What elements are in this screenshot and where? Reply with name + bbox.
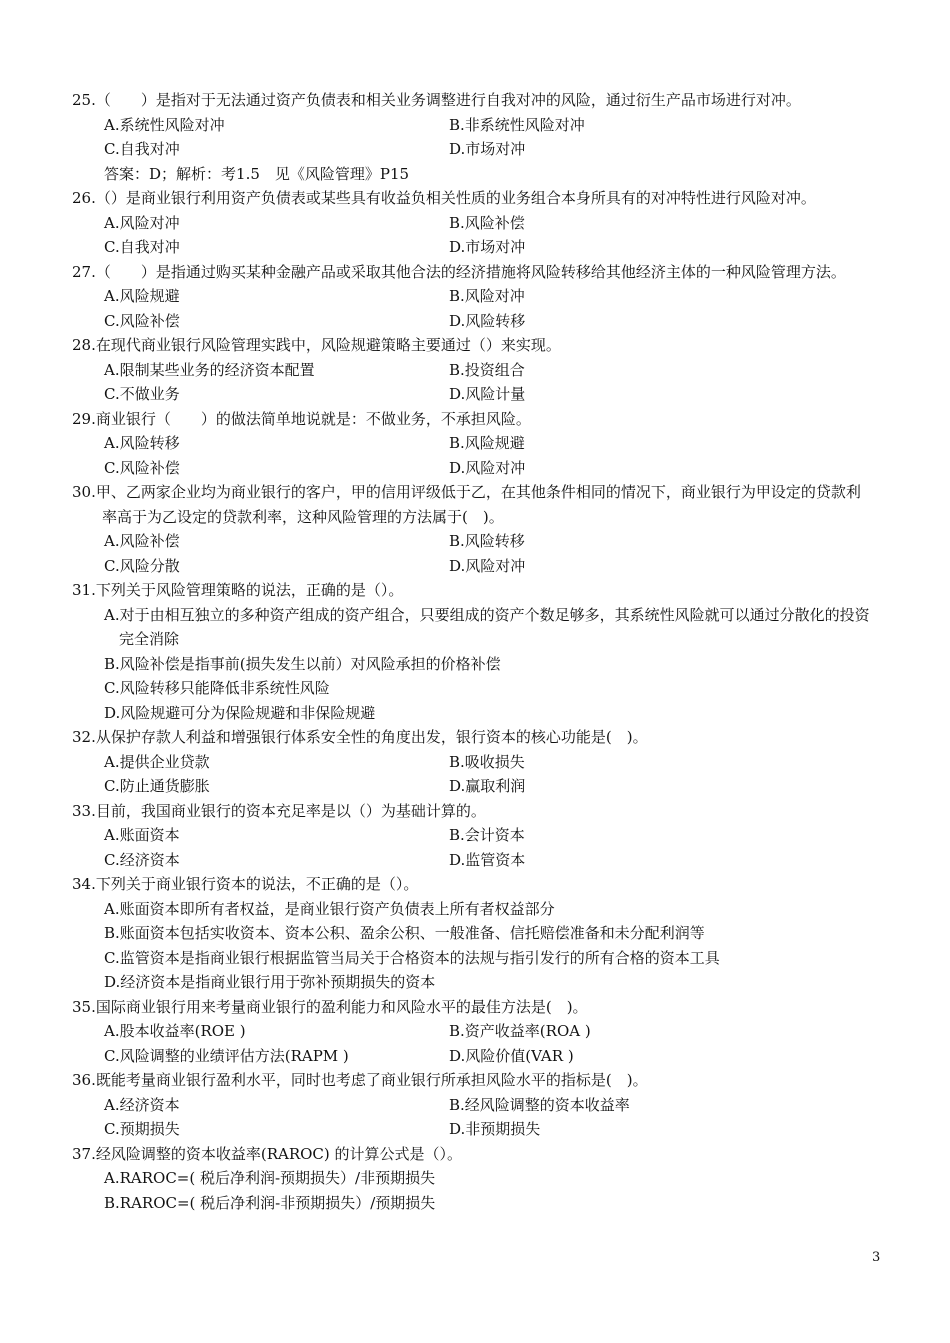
option: B.风险对冲 [449, 287, 525, 305]
option: C.风险补偿 [104, 311, 180, 330]
option: D.风险对冲 [449, 556, 526, 575]
option: A.风险转移 [104, 434, 180, 452]
options [72, 1093, 950, 1142]
option: A.风险规避 [104, 287, 180, 305]
options [72, 358, 950, 407]
option: A.风险补偿 [104, 532, 180, 550]
question-q37 [72, 1142, 950, 1216]
question-stem: 25.（ ）是指对于无法通过资产负债表和相关业务调整进行自我对冲的风险，通过衍生产品市场进行对冲。 [72, 91, 801, 109]
question-q35 [72, 995, 950, 1069]
option: B.风险规避 [449, 434, 525, 452]
question-q31 [72, 578, 950, 725]
options [72, 823, 950, 872]
question-q33 [72, 799, 950, 873]
option: B.风险补偿 [449, 213, 525, 232]
answer-explanation: 答案：D；解析：考1.5 见《风险管理》P15 [104, 164, 410, 183]
option: C.自我对冲 [104, 140, 180, 158]
question-q25 [72, 88, 950, 186]
option: B.投资组合 [449, 360, 525, 379]
question-stem-continued: 率高于为乙设定的贷款利率，这种风险管理的方法属于( )。 [102, 507, 504, 526]
option: D.经济资本是指商业银行用于弥补预期损失的资本 [104, 973, 436, 991]
option: D.市场对冲 [449, 238, 526, 256]
option: C.自我对冲 [104, 238, 180, 256]
option: C.风险补偿 [104, 458, 180, 477]
question-stem: 34.下列关于商业银行资本的说法，不正确的是（）。 [72, 875, 419, 893]
question-stem: 33.目前，我国商业银行的资本充足率是以（）为基础计算的。 [72, 801, 486, 820]
option: D.风险对冲 [449, 458, 526, 477]
question-q34 [72, 872, 950, 995]
option: A.风险对冲 [104, 213, 180, 232]
option: A.股本收益率(ROE ) [104, 1022, 246, 1040]
option: C.不做业务 [104, 385, 180, 403]
option: A.账面资本即所有者权益，是商业银行资产负债表上所有者权益部分 [104, 899, 555, 918]
option: C.经济资本 [104, 850, 180, 869]
question-q29 [72, 407, 950, 481]
option: B.会计资本 [449, 826, 525, 844]
option: D.风险计量 [449, 385, 526, 403]
option: A.账面资本 [104, 826, 180, 844]
option: A.提供企业贷款 [104, 752, 210, 771]
question-stem: 36.既能考量商业银行盈利水平，同时也考虑了商业银行所承担风险水平的指标是( )。 [72, 1071, 648, 1089]
options [72, 1166, 950, 1215]
options [72, 750, 950, 799]
question-q28 [72, 333, 950, 407]
question-list [72, 88, 950, 1215]
option: D.非预期损失 [449, 1120, 541, 1138]
option: C.防止通货膨胀 [104, 777, 210, 795]
question-stem: 30.甲、乙两家企业均为商业银行的客户，甲的信用评级低于乙，在其他条件相同的情况下，商业银行为甲设定的贷款利 [72, 483, 861, 501]
option: B.经风险调整的资本收益率 [449, 1095, 630, 1114]
question-stem: 35.国际商业银行用来考量商业银行的盈利能力和风险水平的最佳方法是( )。 [72, 997, 588, 1016]
option: A.系统性风险对冲 [104, 115, 225, 134]
question-stem: 31.下列关于风险管理策略的说法，正确的是（）。 [72, 581, 404, 599]
question-stem: 29.商业银行（ ）的做法简单地说就是：不做业务，不承担风险。 [72, 409, 531, 428]
option: 完全消除 [104, 630, 180, 648]
options [72, 211, 950, 260]
question-q36 [72, 1068, 950, 1142]
option: D.风险转移 [449, 311, 526, 330]
options [72, 603, 950, 726]
options [72, 529, 950, 578]
options [72, 113, 950, 162]
option: D.市场对冲 [449, 140, 526, 158]
option: A.RAROC=( 税后净利润-预期损失）/非预期损失 [104, 1169, 436, 1187]
option: B.资产收益率(ROA ) [449, 1022, 591, 1040]
option: B.非系统性风险对冲 [449, 115, 585, 134]
options [72, 1019, 950, 1068]
option: B.账面资本包括实收资本、资本公积、盈余公积、一般准备、信托赔偿准备和未分配利润等 [104, 924, 705, 942]
question-stem: 28.在现代商业银行风险管理实践中，风险规避策略主要通过（）来实现。 [72, 336, 561, 354]
page-number: 3 [872, 1250, 881, 1265]
option: D.风险规避可分为保险规避和非保险规避 [104, 703, 376, 722]
options [72, 897, 950, 995]
option: A.经济资本 [104, 1095, 180, 1114]
options [72, 284, 950, 333]
option: C.风险转移只能降低非系统性风险 [104, 679, 330, 697]
question-q30 [72, 480, 950, 578]
question-q27 [72, 260, 950, 334]
question-stem: 26.（）是商业银行利用资产负债表或某些具有收益负相关性质的业务组合本身所具有的对冲特性进行风险对冲。 [72, 189, 816, 207]
option: A.对于由相互独立的多种资产组成的资产组合，只要组成的资产个数足够多，其系统性风险就可以通过分散化的投资 [104, 605, 870, 624]
question-q32 [72, 725, 950, 799]
option: D.赢取利润 [449, 777, 526, 795]
option: A.限制某些业务的经济资本配置 [104, 360, 315, 379]
question-q26 [72, 186, 950, 260]
option: C.风险调整的业绩评估方法(RAPM ) [104, 1046, 349, 1065]
option: B.吸收损失 [449, 752, 525, 771]
option: B.风险转移 [449, 532, 525, 550]
option: D.风险价值(VAR ) [449, 1046, 574, 1065]
option: D.监管资本 [449, 850, 526, 869]
question-stem: 37.经风险调整的资本收益率(RAROC) 的计算公式是（）。 [72, 1144, 463, 1163]
question-stem: 27.（ ）是指通过购买某种金融产品或采取其他合法的经济措施将风险转移给其他经济主体的一种风险管理方法。 [72, 262, 846, 281]
option: B.RAROC=( 税后净利润-非预期损失）/预期损失 [104, 1193, 436, 1212]
option: B.风险补偿是指事前(损失发生以前）对风险承担的价格补偿 [104, 654, 501, 673]
option: C.监管资本是指商业银行根据监管当局关于合格资本的法规与指引发行的所有合格的资本工具 [104, 948, 720, 967]
option: C.预期损失 [104, 1120, 180, 1138]
options [72, 431, 950, 480]
option: C.风险分散 [104, 556, 180, 575]
question-stem: 32.从保护存款人利益和增强银行体系安全性的角度出发，银行资本的核心功能是( )。 [72, 728, 648, 746]
